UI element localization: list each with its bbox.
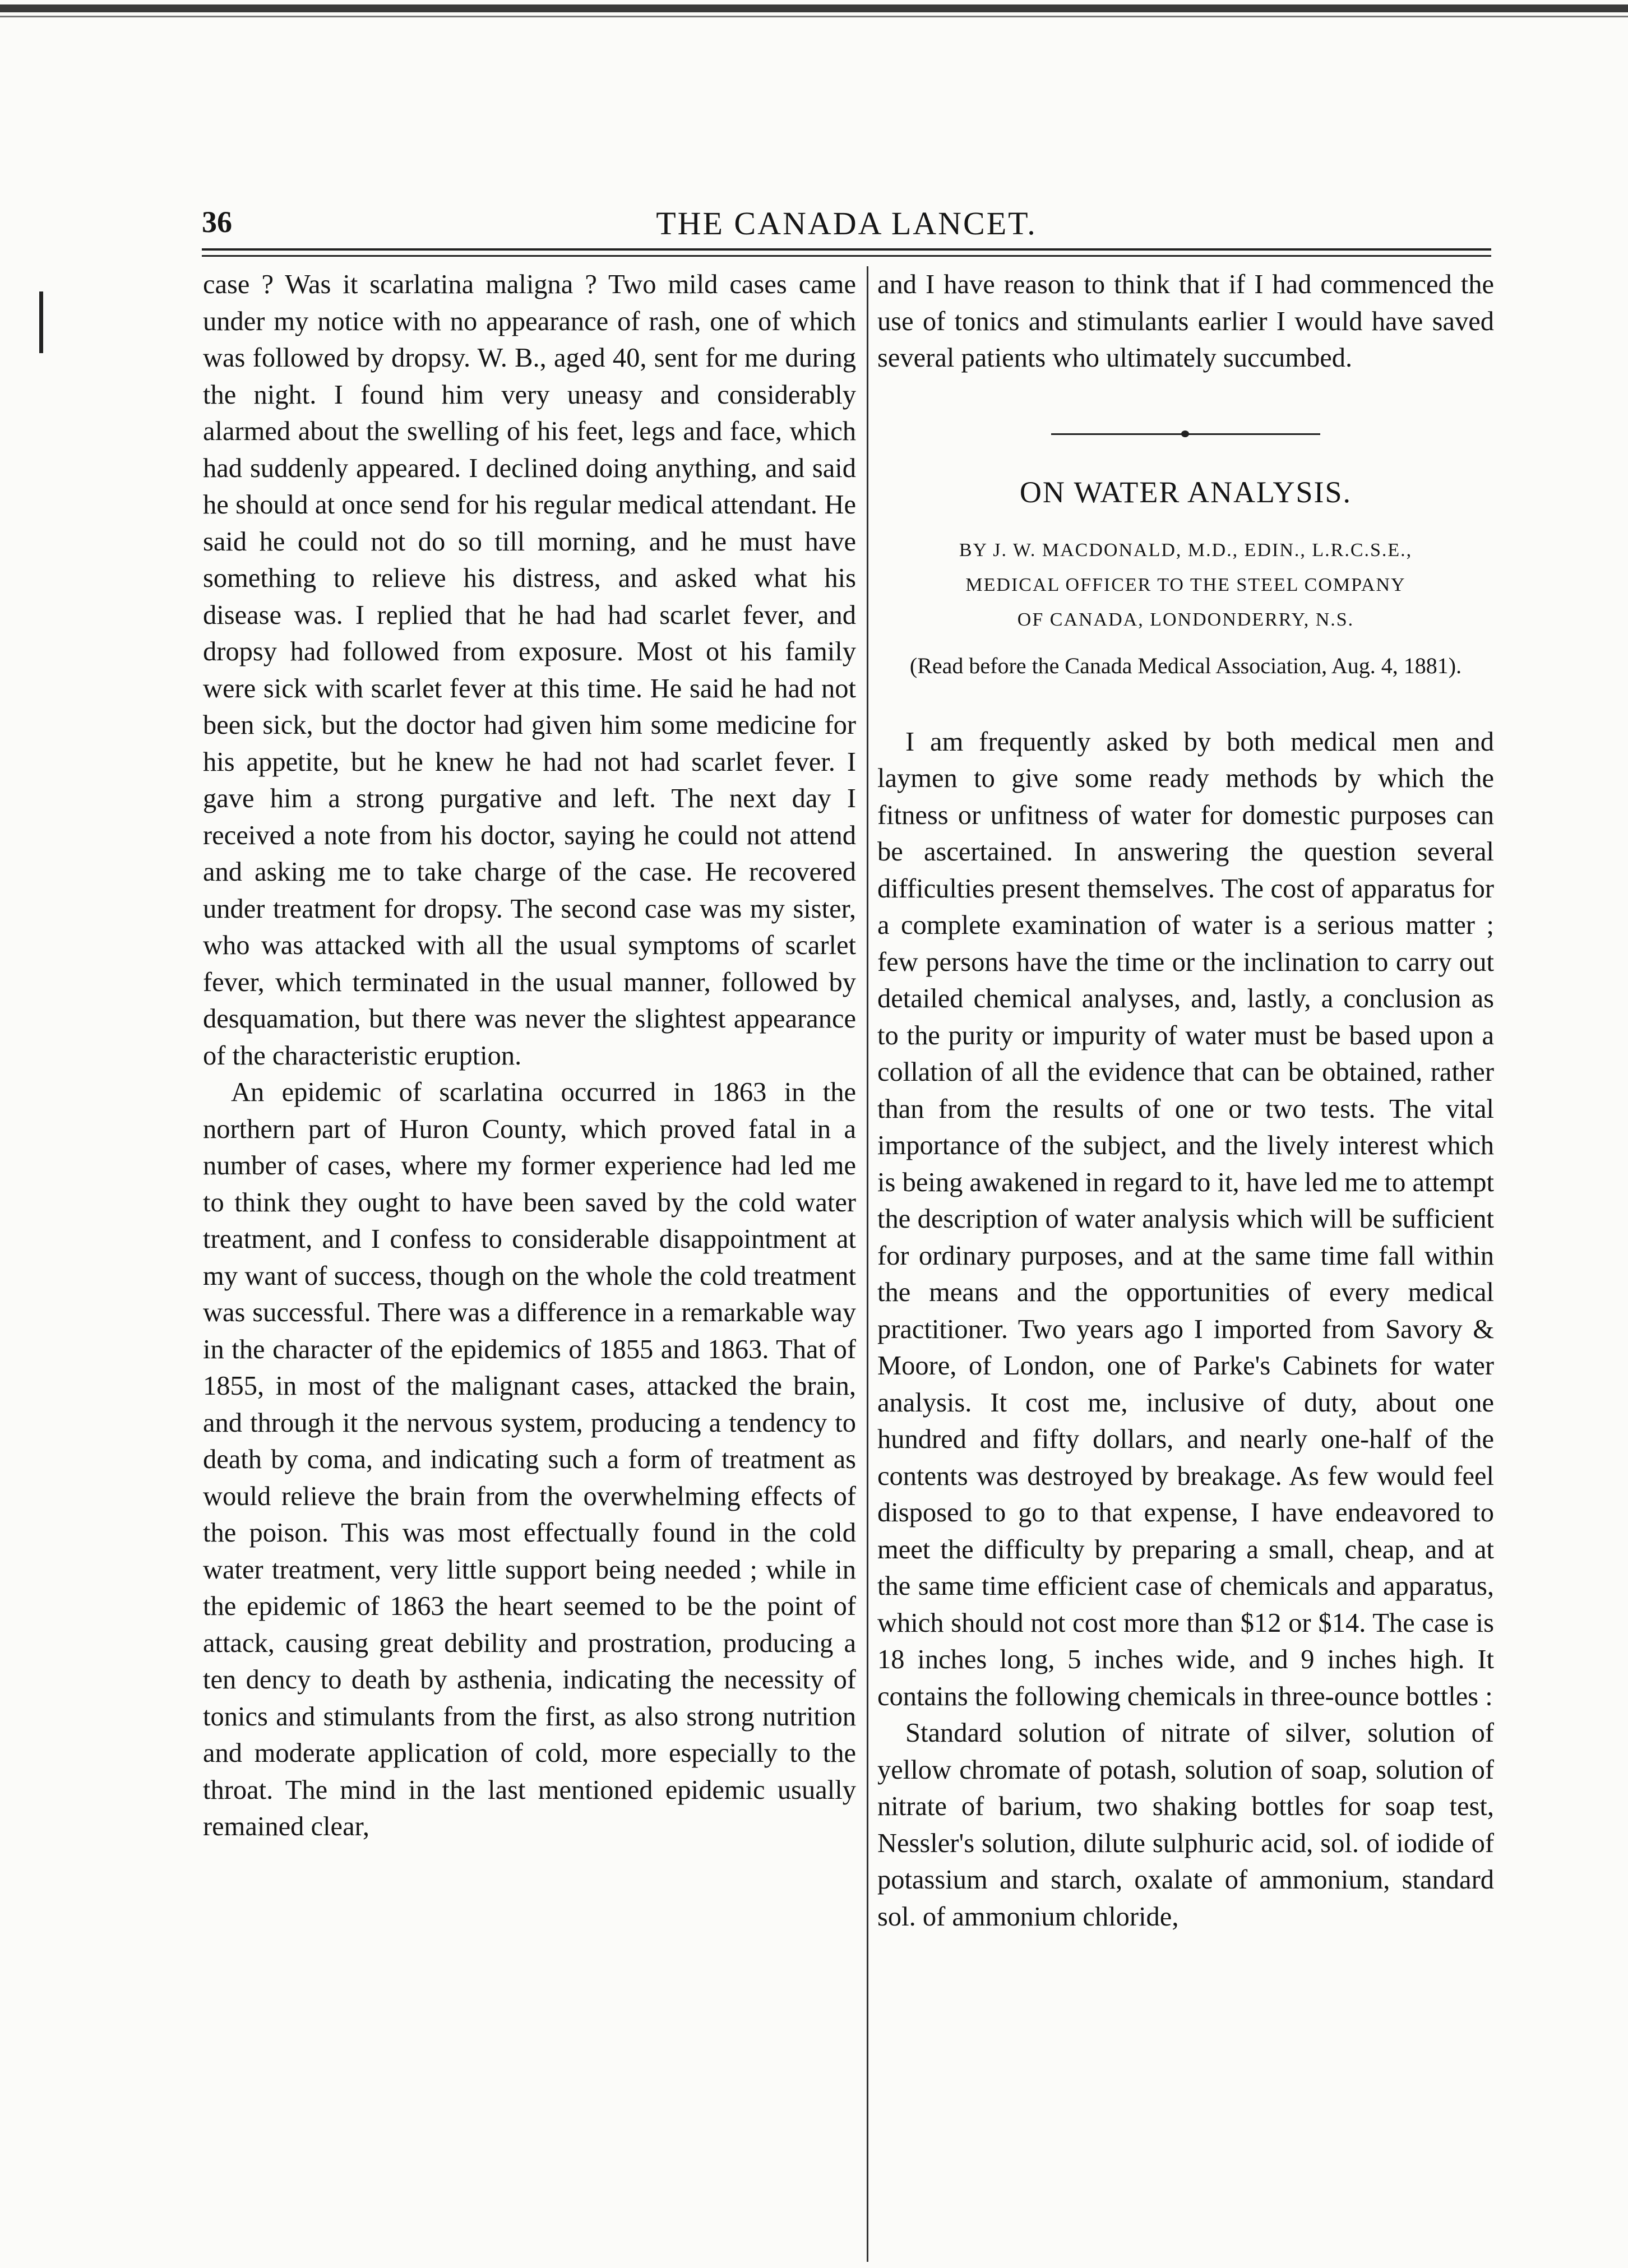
page-number: 36 xyxy=(202,205,232,239)
paragraph: Standard solution of nitrate of silver, solution of yellow chromate of potash, solution of soap, solution of nitrate of barium, two shaking bottles for soap test, Nessler's solution, dilute sulphuric acid, sol. of iodide of potassium and starch, oxalate of ammonium, standard sol. of ammonium chloride, xyxy=(877,1718,1494,1932)
journal-title: THE CANADA LANCET. xyxy=(656,205,1037,242)
margin-mark xyxy=(39,291,43,353)
top-border-line-thin xyxy=(0,16,1628,17)
section-ornament xyxy=(1051,430,1320,438)
byline-line: BY J. W. MACDONALD, M.D., EDIN., L.R.C.S.E., xyxy=(959,540,1413,561)
read-note: (Read before the Canada Medical Association, Aug. 4, 1881). xyxy=(909,653,1462,678)
byline xyxy=(877,533,1494,637)
top-border-line xyxy=(0,4,1628,12)
paragraph: case ? Was it scarlatina maligna ? Two mild cases came under my notice with no appearance of rash, one of which was followed by dropsy. W. B., aged 40, sent for me during the night. I found him very uneasy and considerably alarmed about the swelling of his feet, legs and face, which had suddenly appeared. I declined doing anything, and said he should at once send for his regular medical attendant. He said he could not do so till morning, and he must have something to relieve his distress, and asked what his disease was. I replied that he had had scarlet fever, and dropsy had followed from exposure. Most ot his family were sick with scarlet fever at this time. He said he had not been sick, but the doctor had given him some medicine for his appetite, but he knew he had not had scarlet fever. I gave him a strong purgative and left. The next day I received a note from his doctor, saying he could not attend and asking me to take charge of the case. He recovered under treatment for dropsy. The second case was my sister, who was attacked with all the usual symptoms of scarlet fever, which terminated in the usual manner, followed by desquamation, but there was never the slightest appearance of the characteristic eruption. xyxy=(203,270,856,1071)
paragraph: I am frequently asked by both medical men and laymen to give some ready methods by which the fitness or unfitness of water for domestic purposes can be ascertained. In answering the question several difficulties present themselves. The cost of apparatus for a complete examination of water is a serious matter ; few persons have the time or the inclination to carry out detailed chemical analyses, and, lastly, a conclusion as to the purity or impurity of water must be based upon a collation of all the evidence that can be obtained, rather than from the results of one or two tests. The vital importance of the subject, and the lively interest which is being awakened in regard to it, have led me to attempt the description of water analysis which will be sufficient for ordinary purposes, and at the same time fall within the means and the opportunities of every medical practitioner. Two years ago I imported from Savory & Moore, of London, one of Parke's Cabinets for water analysis. It cost me, inclusive of duty, about one hundred and fifty dollars, and nearly one-half of the contents was destroyed by breakage. As few would feel disposed to go to that expense, I have endeavored to meet the difficulty by preparing a small, cheap, and at the same time efficient case of chemicals and apparatus, which should not cost more than $12 or $14. The case is 18 inches long, 5 inches wide, and 9 inches high. It contains the following chemicals in three-ounce bottles : xyxy=(877,726,1494,1711)
continuation-paragraph: and I have reason to think that if I had commenced the use of tonics and stimulants earlier I would have saved several patients who ultimately succumbed. xyxy=(877,270,1494,373)
article-title: ON WATER ANALYSIS. xyxy=(1019,475,1352,509)
left-column xyxy=(203,266,856,2262)
column-divider xyxy=(867,266,868,2262)
header-rule xyxy=(202,248,1491,251)
right-column xyxy=(877,266,1494,2262)
header-rule-second xyxy=(202,255,1491,257)
paragraph: An epidemic of scarlatina occurred in 1863 in the northern part of Huron County, which proved fatal in a number of cases, where my former experience had led me to think they ought to have been saved by the cold water treatment, and I confess to considerable disappointment at my want of success, though on the whole the cold treatment was successful. There was a difference in a remarkable way in the character of the epidemics of 1855 and 1863. That of 1855, in most of the malignant cases, attacked the brain, and through it the nervous system, producing a tendency to death by coma, and indicating such a form of treatment as would relieve the brain from the overwhelming effects of the poison. This was most effectually found in the cold water treatment, very little support being needed ; while in the epidemic of 1863 the heart seemed to be the point of attack, causing great debility and prostration, producing a ten dency to death by asthenia, indicating the necessity of tonics and stimulants from the first, as also strong nutrition and moderate application of cold, more especially to the throat. The mind in the last mentioned epidemic usually remained clear, xyxy=(203,1077,856,1841)
byline-line: MEDICAL OFFICER TO THE STEEL COMPANY xyxy=(965,575,1406,595)
byline-line: OF CANADA, LONDONDERRY, N.S. xyxy=(1017,609,1354,630)
page-header xyxy=(202,205,1491,249)
